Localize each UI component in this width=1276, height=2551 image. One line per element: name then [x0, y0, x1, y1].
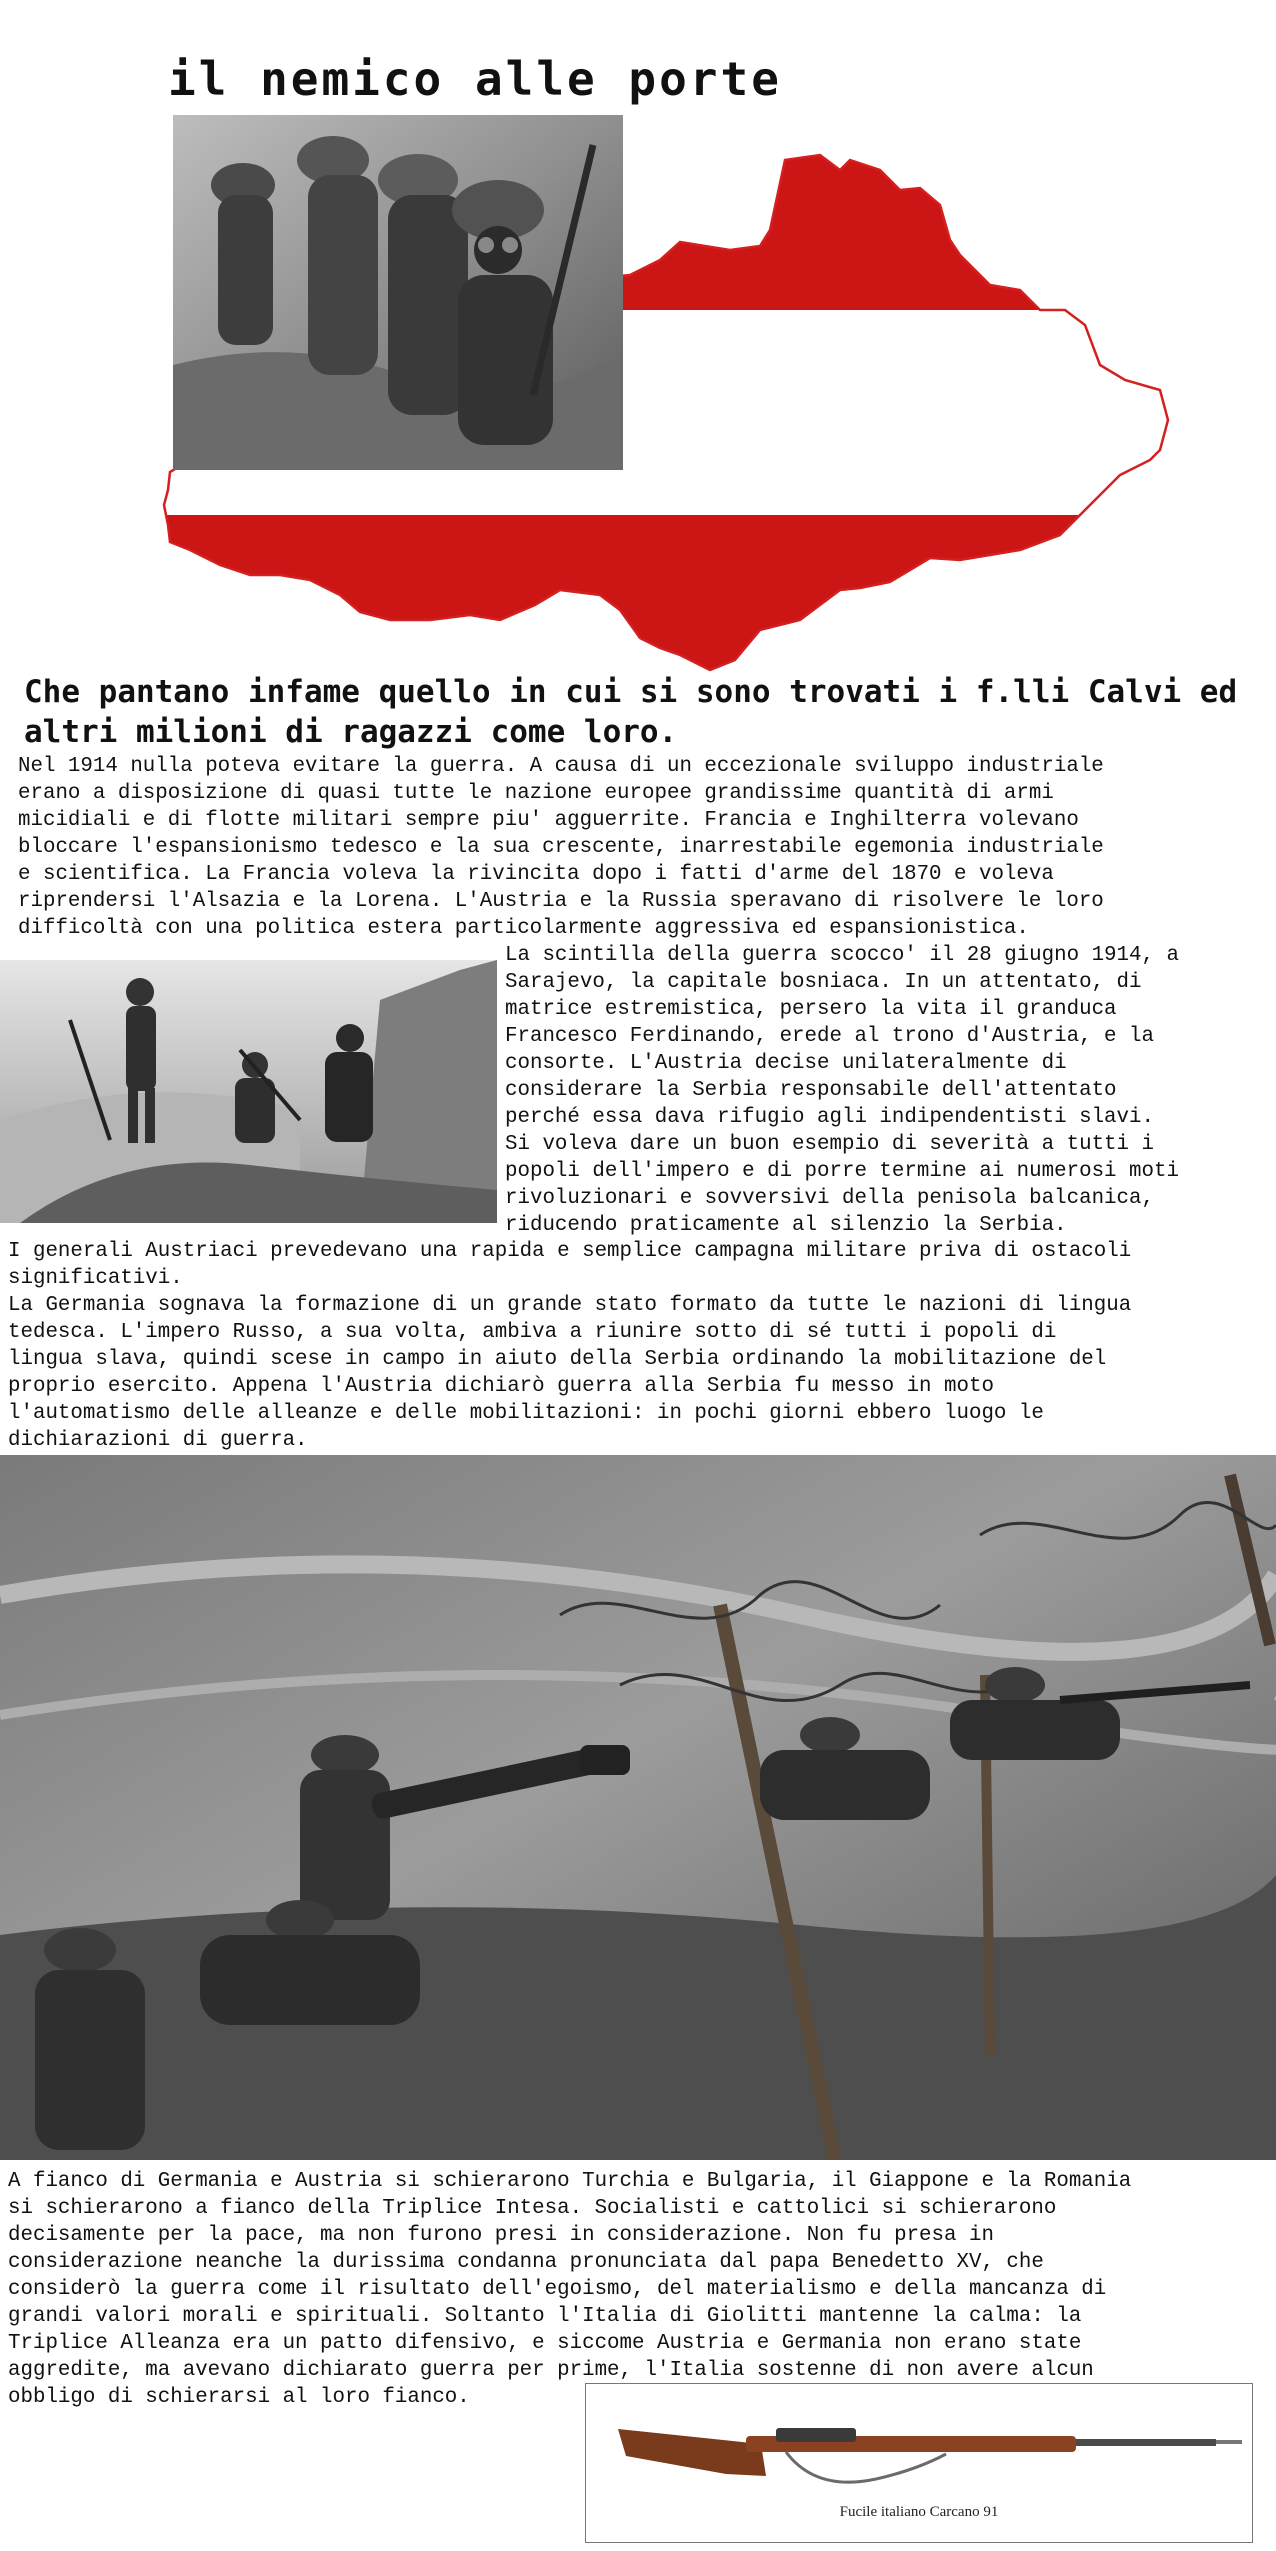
photo-alpine-soldiers [0, 960, 497, 1223]
paragraph-alliances: I generali Austriaci prevedevano una rapida e semplice campagna militare priva di ostacoli significativi. La Germania sognava la formazione di un grande stato formato da tutte le nazioni di lingua tedesca. L'impero Russo, a sua volta, ambiva a riunire sotto di sé tutti i popoli di lingua slava, quindi scese in campo in aiuto della Serbia ordinando la mobilitazione del proprio esercito. Appena l'Austria dichiarò guerra alla Serbia fu messo in moto l'automatismo delle alleanze e delle mobilitazioni: in pochi giorni ebbero luogo le dichiarazioni di guerra. [8, 1240, 1132, 1452]
paragraph-triple-alliance: A fianco di Germania e Austria si schierarono Turchia e Bulgaria, il Giappone e la Romania si schierarono a fianco della Triplice Intesa. Socialisti e cattolici si schierarono decisamente per la pace, ma non furono presi in considerazione. Non fu presa in considerazione neanche la durissima condanna pronunciata dal papa Benedetto XV, che considerò la guerra come il risultato dell'egoismo, del materialismo e della mancanza di grandi valori morali e spirituali. Soltanto l'Italia di Giolitti mantenne la calma: la Triplice Alleanza era un patto difensivo, e siccome Austria e Germania non erano state aggredite, ma avevano dichiarato guerra per prime, l'Italia sostenne di non avere alcun obbligo di schierarsi al loro fianco. [8, 2170, 1132, 2409]
page-title: il nemico alle porte [168, 52, 782, 106]
paragraph-sarajevo: La scintilla della guerra scocco' il 28 giugno 1914, a Sarajevo, la capitale bosniaca. In un attentato, di matrice estremistica, persero la vita il granduca Francesco Ferdinando, erede al trono d'Austria, e la consorte. L'Austria decise unilateralmente di considerare la Serbia responsabile dell'attentato perché essa dava rifugio agli indipendentisti slavi. Si voleva dare un buon esempio di severità a tutti i popoli dell'impero e di porre termine ai numerosi moti rivoluzionari e sovversivi della penisola balcanica, riducendo praticamente al silenzio la Serbia. [505, 944, 1179, 1237]
flag-red-bottom [160, 515, 1170, 680]
photo-machine-gun-trench [0, 1455, 1276, 2160]
rifle-caption: Fucile italiano Carcano 91 [839, 2504, 999, 2520]
paragraph-intro: Nel 1914 nulla poteva evitare la guerra. A causa di un eccezionale sviluppo industriale erano a disposizione di quasi tutte le nazione europee grandissime quantità di armi micidiali e di flotte militari sempre piu' agguerrite. Francia e Inghilterra volevano bloccare l'espansionismo tedesco e la sua crescente, inarrestabile egemonia industriale e scientifica. La Francia voleva la rivincita dopo i fatti d'arme del 1870 e voleva riprendersi l'Alsazia e la Lorena. L'Austria e la Russia speravano di risolvere le loro difficoltà con una politica estera particolarmente aggressiva ed espansionistica. [18, 755, 1104, 940]
rifle-figure [585, 2383, 1253, 2543]
rifle-illustration [586, 2384, 1252, 2499]
photo-gas-mask-soldiers [173, 115, 623, 470]
subtitle: Che pantano infame quello in cui si sono trovati i f.lli Calvi ed altri milioni di ragazzi come loro. [24, 674, 1238, 750]
